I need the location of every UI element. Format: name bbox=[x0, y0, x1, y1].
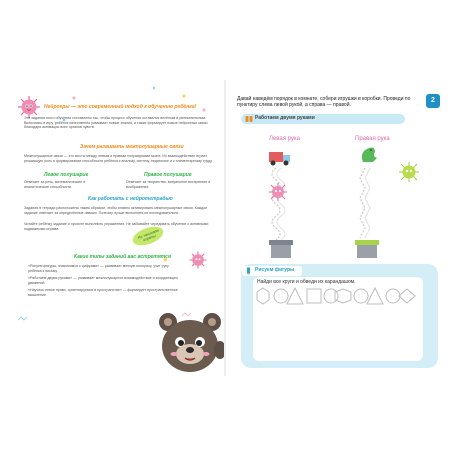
toy-box-left-icon bbox=[269, 240, 293, 258]
left-hand-label: Левая рука bbox=[269, 136, 301, 142]
shapes-card-instruction: Найди все круги и обведи их карандашом. bbox=[257, 279, 356, 285]
right-hand-label: Правая рука bbox=[355, 136, 390, 142]
toy-truck-icon bbox=[269, 152, 290, 166]
bullet-item: «Научись левое право, ориентируемся в пространстве» — формирует пространственное мышление. bbox=[28, 288, 178, 297]
section3-title: Какие типы заданий вас встретятся bbox=[74, 254, 171, 260]
right-hemisphere-body: Отвечает за творчество, визуальное восприятие и воображение. bbox=[126, 180, 211, 189]
task-instruction: Давай наведём порядок в комнате, собери игрушки в коробки. Проведи по пунктиру слева левой рукой, а справа — правой. bbox=[237, 96, 411, 109]
section1-body: Межполушарные связи — это мосты между левым и правым полушариями мозга. Их взаимодействие играет решающую роль в формировании способности ребёнка к анализу, синтезу, педагогике и к элементарному труду. bbox=[24, 154, 213, 163]
right-hemisphere-title: Правое полушарие bbox=[144, 172, 192, 178]
intro-body: Эти задания этого обучения составлены так, чтобы процесс обучения оставался весёлым и увлекательным. Включаясь в игру, ребёнок качественно усваивает новые знания, а также формирует новые нейронные связи благодаря активации всех органов чувств. bbox=[24, 116, 208, 130]
right-page bbox=[225, 80, 446, 376]
pink-germ-small bbox=[188, 250, 208, 270]
section2-title: Как работать с нейротетрадью bbox=[88, 196, 173, 202]
left-page bbox=[4, 80, 225, 376]
left-hemisphere-body: Отвечает за речь, математические и аналитические способности. bbox=[24, 180, 86, 189]
green-germ-on-path bbox=[399, 162, 419, 182]
section1-title: Зачем развивать межполушарные связи bbox=[80, 144, 184, 150]
bear-character bbox=[154, 310, 226, 376]
shapes-row bbox=[255, 286, 421, 306]
notebook-spread bbox=[4, 80, 446, 376]
toy-box-right-icon bbox=[355, 240, 379, 258]
shapes-card-title: Рисуем фигуры bbox=[255, 267, 295, 273]
pink-germ-on-path bbox=[269, 183, 287, 201]
section-title: Работаем двумя руками bbox=[255, 115, 315, 121]
bullet-item: «Работаем двумя руками» — развивает межполушарное взаимодействие и координацию движений. bbox=[28, 276, 179, 285]
section2-body: Задания в тетради расположены таким образом, чтобы плавно активировать межполушарные связи. Каждое задание отвечает за определённые навыки. Поэтому лучше выполнять их последовательно. bbox=[24, 206, 208, 215]
bullet-item: «Рисуем фигуры, знакомимся с цифрами» — развивает мелкую моторику, учит руку ребёнка к письму. bbox=[28, 264, 169, 273]
hands-icon bbox=[245, 115, 253, 123]
pencil-icon bbox=[245, 267, 253, 275]
left-hemisphere-title: Левое полушарие bbox=[44, 172, 89, 178]
intro-title: Нейрогры — это современный подход к обучению ребёнка! bbox=[44, 104, 197, 110]
section2-body2: Читайте ребёнку задание и просите выполнить упражнение. Не забывайте чередовать обучение с активными подвижными играми. bbox=[24, 222, 209, 231]
page-number: 2 bbox=[426, 94, 440, 108]
toy-dinosaur-icon bbox=[362, 148, 377, 163]
tracing-area bbox=[225, 140, 446, 264]
speech-bubble-text: Ну, начинаем играть! bbox=[137, 228, 160, 243]
